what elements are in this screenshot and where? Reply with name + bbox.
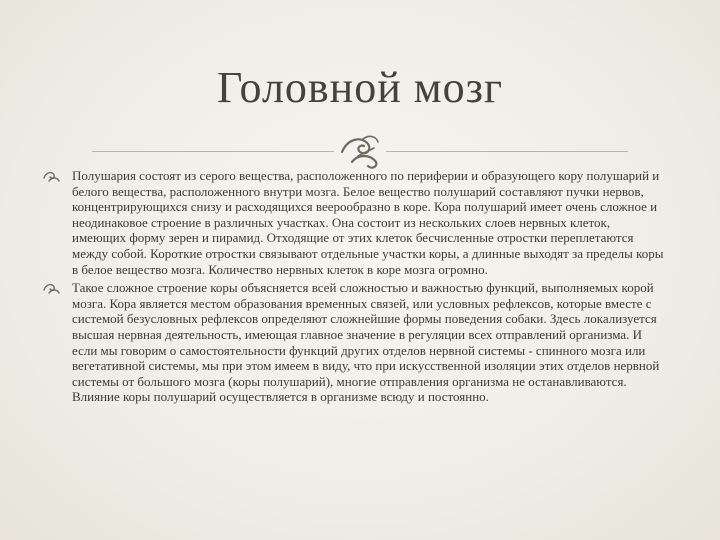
bullet-item xyxy=(42,168,664,277)
title-rule-left xyxy=(92,151,334,152)
swirl-bullet-icon xyxy=(42,281,60,295)
slide-title: Головной мозг xyxy=(216,63,504,112)
title-rule-right xyxy=(386,151,628,152)
bullet-list xyxy=(42,168,664,408)
bullet-text: Такое сложное строение коры объясняется всей сложностью и важностью функций, выполняемых корой мозга. Кора является местом образования временных связей, или условных рефлексов, которые вместе с системой безусловных рефлексов определяют сложнейшие формы поведения собаки. Здесь локализуется высшая нервная деятельность, имеющая главное значение в регуляции всех отправлений организма. И если мы говорим о самостоятельности функций других отделов нервной системы - спинного мозга или вегетативной системы, мы при этом имеем в виду, что при искусственной изоляции этих отделов нервной системы от большого мозга (коры полушарий), многие отправления организма не останавливаются. Влияние коры полушарий осуществляется в организме всюду и постоянно. xyxy=(72,280,660,405)
bullet-item xyxy=(42,280,664,405)
bullet-text: Полушария состоят из серого вещества, расположенного по периферии и образующего кору полушарий и белого вещества, расположенного внутри мозга. Белое вещество полушарий составляют пучки нервов, концентрирующихся снизу и расходящихся веерообразно в коре. Кора полушарий имеет очень сложное и неодинаковое строение в различных участках. Она состоит из нескольких слоев нервных клеток, имеющих форму зерен и пирамид. Отходящие от этих клеток бесчисленные отростки переплетаются между собой. Короткие отростки связывают отдельные участки коры, а длинные выходят за пределы коры в белое вещество мозга. Количество нервных клеток в коре мозга огромно. xyxy=(72,168,664,277)
curled-leaf-ornament-icon xyxy=(338,132,382,172)
swirl-bullet-icon xyxy=(42,169,60,183)
